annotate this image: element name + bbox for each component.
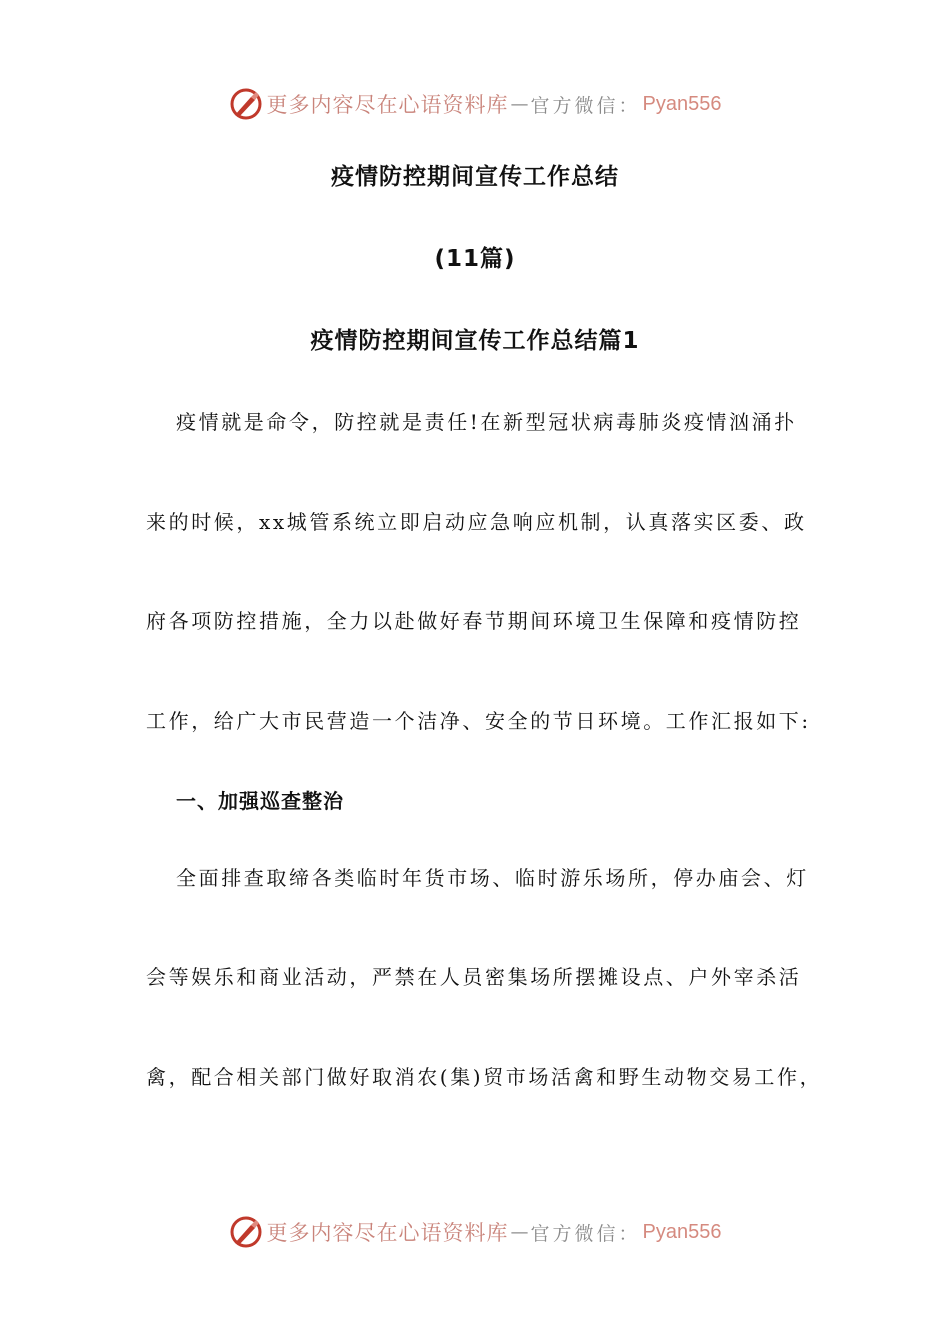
bottom-watermark-banner	[0, 1212, 950, 1252]
pen-in-circle-icon	[229, 87, 263, 121]
paragraph-line: 工作，给广大市民营造一个洁净、安全的节日环境。工作汇报如下:	[146, 709, 811, 733]
watermark-brand: 更多内容尽在心语资料库	[266, 1221, 509, 1245]
paragraph-line: 会等娱乐和商业活动，严禁在人员密集场所摆摊设点、户外宰杀活	[146, 965, 802, 989]
top-watermark-banner	[0, 84, 950, 124]
paragraph-line: 全面排查取缔各类临时年货市场、临时游乐场所，停办庙会、灯	[176, 866, 809, 890]
watermark-wechat-label: 官方微信：	[530, 94, 641, 117]
section-title: 疫情防控期间宣传工作总结篇1	[310, 328, 640, 354]
watermark-wechat-id: Pyan556	[642, 92, 722, 115]
watermark-wechat-label: 官方微信：	[530, 1222, 641, 1245]
watermark-brand: 更多内容尽在心语资料库	[266, 93, 509, 117]
paragraph-line: 府各项防控措施，全力以赴做好春节期间环境卫生保障和疫情防控	[146, 609, 802, 633]
paragraph-line: 禽，配合相关部门做好取消农(集)贸市场活禽和野生动物交易工作，	[146, 1065, 823, 1089]
document-title: 疫情防控期间宣传工作总结	[331, 164, 619, 190]
watermark-separator: —	[510, 1221, 529, 1243]
section-heading: 一、加强巡查整治	[176, 789, 344, 813]
watermark-wechat-id: Pyan556	[642, 1220, 722, 1243]
paragraph-line: 来的时候，xx城管系统立即启动应急响应机制，认真落实区委、政	[146, 510, 807, 534]
watermark-separator: —	[510, 93, 529, 115]
document-subtitle: (11篇)	[434, 246, 516, 272]
paragraph-line: 疫情就是命令，防控就是责任!在新型冠状病毒肺炎疫情汹涌扑	[176, 410, 797, 434]
pen-in-circle-icon	[229, 1215, 263, 1249]
